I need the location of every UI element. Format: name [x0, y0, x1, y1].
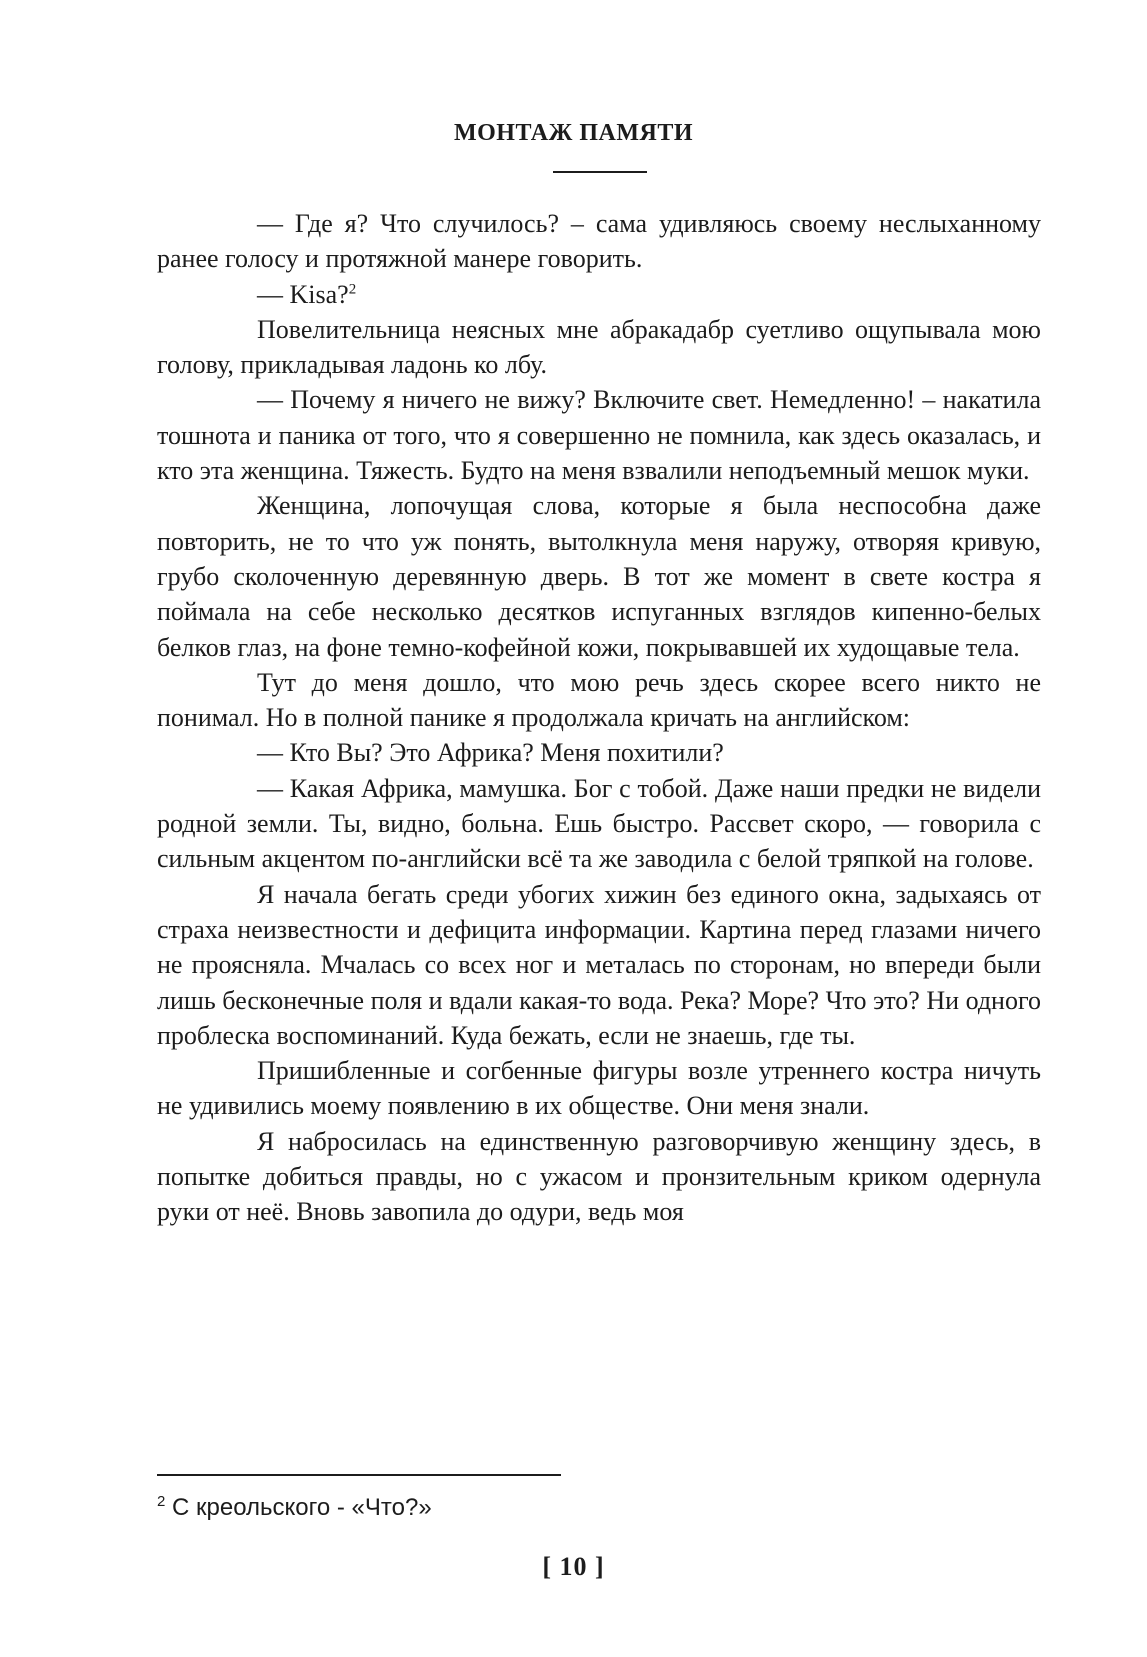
paragraph-7: — Кто Вы? Это Африка? Меня похитили?: [257, 738, 724, 768]
paragraph-11: Я набросилась на единственную разговорчивую женщину здесь, в попытке добиться правды, но с ужасом и пронзительным криком одернула руки от неё. Вновь завопила до одури, ведь моя: [157, 1126, 1041, 1227]
footnote-marker: 2: [157, 1493, 166, 1510]
footnote-text: С креольского - «Что?»: [172, 1494, 432, 1521]
page-number: [ 10 ]: [542, 1552, 605, 1581]
paragraph-8: — Какая Африка, мамушка. Бог с тобой. Даже наши предки не видели родной земли. Ты, видно, больна. Ешь быстро. Рассвет скоро, — говорила с сильным акцентом по-английски всё та же заводила с белой тряпкой на голове.: [157, 773, 1041, 874]
footnote: [157, 1492, 432, 1524]
title-divider: [553, 171, 647, 173]
chapter-body: [157, 206, 1041, 1230]
paragraph-1: — Где я? Что случилось? – сама удивляюсь своему неслыханному ранее голосу и протяжной манере говорить.: [157, 209, 1041, 274]
paragraph-2: [157, 277, 1041, 312]
chapter-title: МОНТАЖ ПАМЯТИ: [453, 120, 694, 146]
paragraph-9: Я начала бегать среди убогих хижин без единого окна, задыхаясь от страха неизвестности и дефицита информации. Картина перед глазами ничего не проясняла. Мчалась со всех ног и металась по сторонам, но впереди были лишь бесконечные поля и вдали какая-то вода. Река? Море? Что это? Ни одного проблеска воспоминаний. Куда бежать, если не знаешь, где ты.: [157, 879, 1041, 1050]
paragraph-4: — Почему я ничего не вижу? Включите свет. Немедленно! – накатила тошнота и паника от того, что я совершенно не помнила, как здесь оказалась, и кто эта женщина. Тяжесть. Будто на меня взвалили неподъемный мешок муки.: [157, 385, 1041, 486]
footnote-divider: [157, 1474, 561, 1476]
paragraph-10: Пришибленные и согбенные фигуры возле утреннего костра ничуть не удивились моему появлению в их обществе. Они меня знали.: [157, 1056, 1041, 1121]
paragraph-2-text: — Kisa?: [257, 279, 349, 309]
paragraph-6: Тут до меня дошло, что мою речь здесь скорее всего никто не понимал. Но в полной панике я продолжала кричать на английском:: [157, 667, 1041, 733]
footnote-reference: 2: [348, 280, 357, 297]
paragraph-5: Женщина, лопочущая слова, которые я была неспособна даже повторить, не то что уж понять, вытолкнула меня наружу, отворяя кривую, грубо сколоченную деревянную дверь. В тот же момент в свете костра я поймала на себе несколько десятков испуганных взглядов кипенно-белых белков глаз, на фоне темно-кофейной кожи, покрывавшей их худощавые тела.: [157, 491, 1041, 662]
paragraph-3: Повелительница неясных мне абракадабр суетливо ощупывала мою голову, прикладывая ладонь ко лбу.: [157, 314, 1041, 380]
